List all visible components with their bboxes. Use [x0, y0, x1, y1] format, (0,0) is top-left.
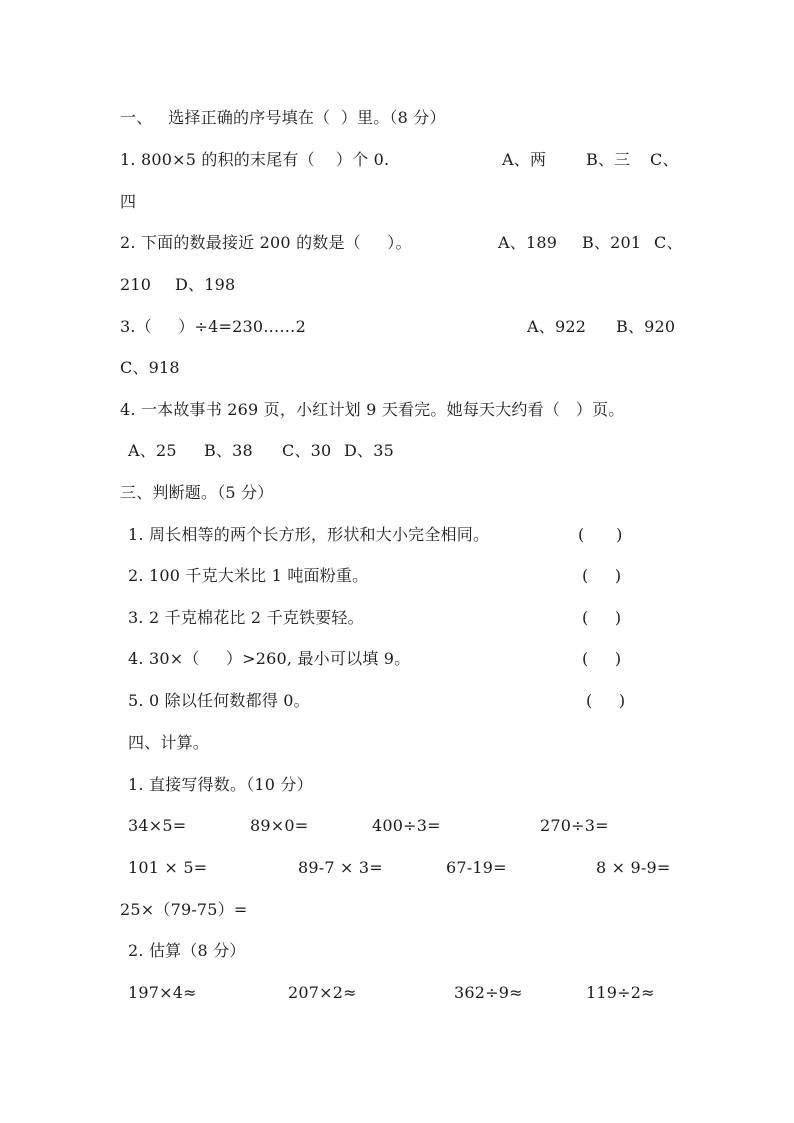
q4-option-a: A、25 — [128, 441, 177, 460]
q3-option-b: B、920 — [616, 317, 676, 336]
q4-stem: 4. 一本故事书 269 页，小红计划 9 天看完。她每天大约看（ ）页。 — [120, 400, 625, 419]
q1-option-c: C、 — [650, 150, 679, 169]
section3-heading: 三、判断题。（5 分） — [120, 483, 274, 502]
estimate-item: 362÷9≈ — [454, 983, 523, 1002]
judge-item-3: 3. 2 千克棉花比 2 千克铁要轻。 — [128, 608, 364, 627]
judge-item-2: 2. 100 千克大米比 1 吨面粉重。 — [128, 566, 369, 585]
q3-option-c: C、918 — [120, 358, 180, 377]
q2-option-c-cont: 210 — [120, 275, 152, 294]
q2-stem: 2. 下面的数最接近 200 的数是（ ）。 — [120, 233, 412, 252]
judge-bracket-5: ( ) — [586, 691, 626, 710]
estimate-item: 197×4≈ — [128, 983, 197, 1002]
judge-bracket-3: ( ) — [582, 608, 622, 627]
calc-item: 270÷3= — [540, 816, 609, 835]
calc-item: 89×0= — [250, 816, 309, 835]
q4-option-c: C、30 — [282, 441, 332, 460]
q3-stem: 3.（ ）÷4=230……2 — [120, 317, 307, 336]
judge-bracket-2: ( ) — [582, 566, 622, 585]
q2-option-c: C、 — [654, 233, 683, 252]
q2-option-a: A、189 — [498, 233, 558, 252]
q3-option-a: A、922 — [527, 317, 587, 336]
judge-item-4: 4. 30×（ ）>260, 最小可以填 9。 — [128, 649, 411, 668]
judge-bracket-1: ( ) — [578, 525, 623, 544]
q2-option-d: D、198 — [175, 275, 236, 294]
calc-item: 34×5= — [128, 816, 187, 835]
calc-part1-title: 1. 直接写得数。（10 分） — [128, 775, 313, 794]
judge-item-5: 5. 0 除以任何数都得 0。 — [128, 691, 310, 710]
calc-item: 89-7 × 3= — [298, 858, 383, 877]
q1-option-c-cont: 四 — [120, 192, 137, 211]
calc-item: 67-19= — [446, 858, 507, 877]
q1-option-b: B、三 — [586, 150, 631, 169]
judge-item-1: 1. 周长相等的两个长方形，形状和大小完全相同。 — [128, 525, 490, 544]
calc-item: 101 × 5= — [128, 858, 208, 877]
calc-item: 400÷3= — [372, 816, 441, 835]
calc-item: 25×（79-75）= — [120, 900, 248, 919]
q1-stem: 1. 800×5 的积的末尾有（ ）个 0. — [120, 150, 390, 169]
q2-option-b: B、201 — [582, 233, 642, 252]
calc-part2-title: 2. 估算（8 分） — [128, 941, 246, 960]
judge-bracket-4: ( ) — [582, 649, 622, 668]
section1-heading: 一、 选择正确的序号填在（ ）里。（8 分） — [120, 108, 446, 127]
q1-option-a: A、两 — [502, 150, 547, 169]
estimate-item: 207×2≈ — [288, 983, 357, 1002]
calc-item: 8 × 9-9= — [596, 858, 671, 877]
section4-heading: 四、计算。 — [128, 733, 210, 752]
q4-option-d: D、35 — [344, 441, 394, 460]
q4-option-b: B、38 — [204, 441, 253, 460]
estimate-item: 119÷2≈ — [586, 983, 655, 1002]
